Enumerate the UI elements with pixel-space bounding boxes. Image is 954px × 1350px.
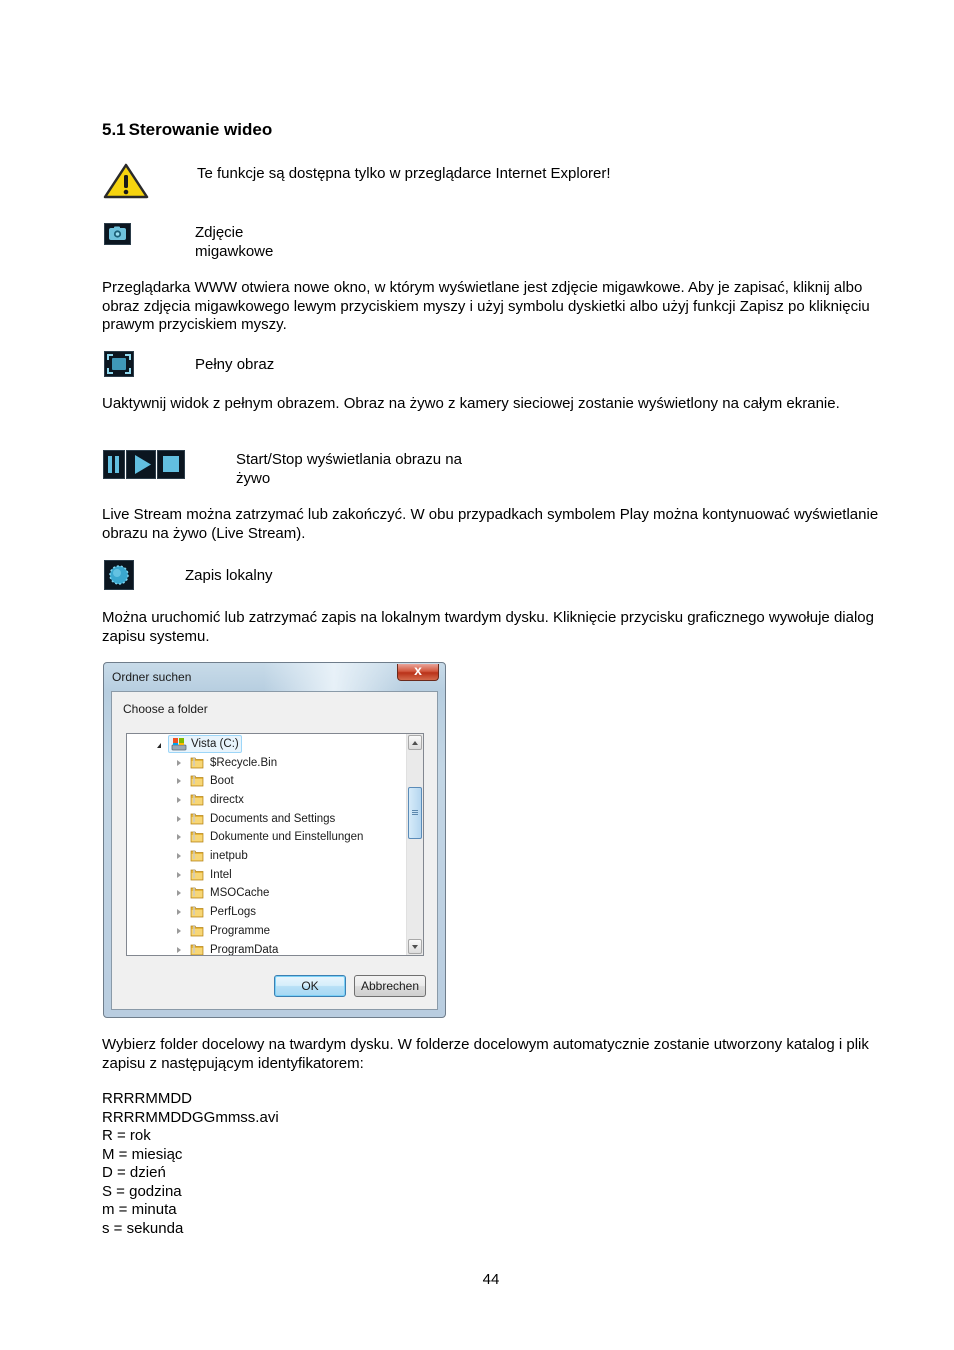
drive-icon [171, 737, 187, 751]
dialog-title: Ordner suchen [112, 670, 192, 684]
collapsed-arrow-icon[interactable] [177, 928, 181, 934]
tree-item-root[interactable]: Vista (C:) [191, 738, 239, 750]
folder-icon [190, 868, 204, 881]
tree-item-folder[interactable]: Boot [210, 775, 234, 788]
record-icon[interactable] [104, 560, 134, 590]
snapshot-label-line1: Zdjęcie [195, 224, 244, 241]
snapshot-label-line2: migawkowe [195, 242, 274, 260]
folder-icon [190, 793, 204, 806]
dialog-prompt: Choose a folder [123, 702, 208, 716]
tree-item-folder[interactable]: Dokumente und Einstellungen [210, 831, 364, 844]
stop-icon[interactable] [157, 450, 185, 479]
collapsed-arrow-icon[interactable] [177, 778, 181, 784]
naming-line: RRRRMMDDGGmmss.avi [102, 1108, 279, 1126]
folder-icon [190, 830, 204, 843]
pause-icon[interactable] [103, 450, 125, 479]
folder-icon [190, 774, 204, 787]
tree-item-folder[interactable]: Intel [210, 868, 232, 881]
folder-icon [190, 756, 204, 769]
browse-folder-dialog [103, 662, 446, 1018]
collapsed-arrow-icon[interactable] [177, 947, 181, 953]
naming-line: RRRRMMDD [102, 1090, 192, 1107]
collapsed-arrow-icon[interactable] [177, 760, 181, 766]
folder-icon [190, 849, 204, 862]
naming-line: D = dzień [102, 1164, 166, 1181]
grip-line [412, 814, 418, 815]
recording-description: Można uruchomić lub zatrzymać zapis na lokalnym twardym dysku. Kliknięcie przycisku graficznego wywołuje dialog zapisu systemu. [102, 609, 874, 645]
livestream-label-line1: Start/Stop wyświetlania obrazu na [236, 451, 462, 468]
dialog-close-button[interactable] [397, 664, 439, 681]
naming-legend [102, 1090, 892, 1238]
livestream-description: Live Stream można zatrzymać lub zakończyć. W obu przypadkach symbolem Play można kontynuować wyświetlanie obrazu na żywo (Live Stream). [102, 506, 879, 542]
tree-item-folder[interactable]: PerfLogs [210, 906, 257, 919]
arrow-down-icon [412, 945, 418, 949]
folder-icon [190, 924, 204, 937]
naming-line: s = sekunda [102, 1219, 184, 1237]
folder-icon [190, 905, 204, 918]
folder-icon [190, 886, 204, 899]
section-number: 5.1 [102, 120, 126, 139]
livestream-label [236, 451, 462, 488]
section-title: Sterowanie wideo [128, 120, 273, 139]
collapsed-arrow-icon[interactable] [177, 834, 181, 840]
snapshot-description: Przeglądarka WWW otwiera nowe okno, w którym wyświetlane jest zdjęcie migawkowe. Aby je zapisać, kliknij albo obraz zdjęcia migawkowego lewym przyciskiem myszy i użyj symbolu dyskietki albo użyj funkcji Zapisz po kliknięciu prawym przyciskiem myszy. [102, 279, 870, 333]
tree-item-folder[interactable]: Programme [210, 924, 271, 937]
tree-scrollbar[interactable] [406, 734, 423, 955]
naming-line: m = minuta [102, 1201, 177, 1218]
tree-item-folder[interactable]: $Recycle.Bin [210, 756, 278, 769]
tree-item-folder[interactable]: inetpub [210, 850, 248, 862]
grip-line [412, 812, 418, 813]
cancel-button[interactable]: Abbrechen [354, 975, 426, 997]
scroll-thumb[interactable] [408, 787, 422, 839]
tree-item-folder[interactable]: ProgramData [210, 943, 279, 956]
naming-line: R = rok [102, 1127, 151, 1144]
expanded-arrow-icon[interactable] [157, 743, 161, 748]
page-number: 44 [482, 1271, 500, 1288]
fullscreen-description: Uaktywnij widok z pełnym obrazem. Obraz na żywo z kamery sieciowej zostanie wyświetlony na całym ekranie. [102, 395, 840, 412]
dialog-body [111, 691, 438, 1010]
collapsed-arrow-icon[interactable] [177, 909, 181, 915]
tree-item-folder[interactable]: MSOCache [210, 887, 270, 900]
close-icon: x [414, 662, 422, 678]
naming-line: M = miesiąc [102, 1145, 183, 1163]
arrow-up-icon [412, 741, 418, 745]
camera-icon[interactable] [104, 223, 131, 245]
warning-triangle-icon [103, 163, 149, 199]
collapsed-arrow-icon[interactable] [177, 890, 181, 896]
tree-item-folder[interactable]: directx [210, 793, 244, 806]
ok-button[interactable]: OK [274, 975, 346, 997]
folder-note-description: Wybierz folder docelowy na twardym dysku. W folderze docelowym automatycznie zostanie utworzony katalog i plik zapisu z następującym identyfikatorem: [102, 1036, 869, 1072]
fullscreen-icon[interactable] [104, 351, 134, 377]
scroll-down-button[interactable] [408, 939, 422, 954]
scroll-up-button[interactable] [408, 735, 422, 750]
play-icon[interactable] [126, 450, 156, 479]
naming-line: S = godzina [102, 1182, 182, 1200]
collapsed-arrow-icon[interactable] [177, 853, 181, 859]
fullscreen-label: Pełny obraz [195, 356, 275, 373]
collapsed-arrow-icon[interactable] [177, 797, 181, 803]
grip-line [412, 810, 418, 811]
livestream-label-line2: żywo [236, 469, 271, 487]
folder-icon [190, 943, 204, 956]
folder-icon [190, 812, 204, 825]
folder-tree[interactable] [126, 733, 424, 956]
tree-item-folder[interactable]: Documents and Settings [210, 812, 336, 825]
titlebar-glow [264, 663, 404, 691]
recording-label: Zapis lokalny [185, 567, 273, 584]
warning-text: Te funkcje są dostępna tylko w przeglądarce Internet Explorer! [197, 165, 611, 182]
collapsed-arrow-icon[interactable] [177, 872, 181, 878]
section-heading [102, 120, 272, 140]
collapsed-arrow-icon[interactable] [177, 816, 181, 822]
snapshot-label [195, 224, 273, 261]
